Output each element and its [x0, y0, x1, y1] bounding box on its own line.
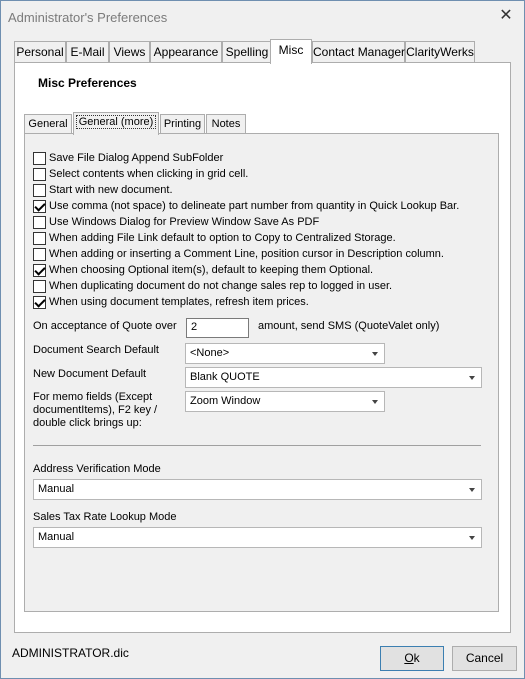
window-title: Administrator's Preferences: [8, 10, 168, 25]
checkbox[interactable]: [33, 264, 46, 277]
checkbox[interactable]: [33, 216, 46, 229]
checkbox[interactable]: [33, 168, 46, 181]
new-doc-value: Blank QUOTE: [190, 371, 260, 383]
cancel-button[interactable]: Cancel: [452, 646, 517, 671]
checkbox-label: Use Windows Dialog for Preview Window Save As PDF: [49, 216, 320, 228]
tab-email[interactable]: E-Mail: [66, 41, 109, 63]
chevron-down-icon: [469, 376, 475, 380]
tab-printing[interactable]: Printing: [160, 114, 205, 134]
checkbox-label: When choosing Optional item(s), default to keeping them Optional.: [49, 264, 374, 276]
sms-suffix-label: amount, send SMS (QuoteValet only): [258, 320, 440, 332]
checkbox[interactable]: [33, 248, 46, 261]
ok-label-rest: k: [413, 651, 420, 665]
new-doc-label: New Document Default: [33, 368, 147, 380]
divider: [33, 445, 481, 446]
ok-accelerator: O: [404, 651, 414, 665]
address-mode-value: Manual: [38, 483, 75, 495]
doc-search-label: Document Search Default: [33, 344, 159, 356]
tab-appearance[interactable]: Appearance: [150, 41, 222, 63]
panel-title: Misc Preferences: [38, 76, 137, 90]
checkbox-label: When adding or inserting a Comment Line, position cursor in Description column.: [49, 248, 444, 260]
sales-tax-mode-select[interactable]: [33, 527, 482, 548]
checkbox-label: Start with new document.: [49, 184, 173, 196]
tab-general-more-label: General (more): [76, 115, 157, 129]
checkbox-label: When using document templates, refresh item prices.: [49, 296, 309, 308]
checkbox[interactable]: [33, 232, 46, 245]
general-more-panel: [24, 133, 499, 612]
tab-notes[interactable]: Notes: [206, 114, 246, 134]
tab-misc[interactable]: Misc: [270, 39, 312, 64]
sales-tax-label: Sales Tax Rate Lookup Mode: [33, 511, 177, 523]
chevron-down-icon: [372, 400, 378, 404]
memo-label-line: documentItems), F2 key /: [33, 404, 158, 416]
sms-amount-input[interactable]: 2: [186, 318, 249, 338]
tab-general-more[interactable]: [73, 112, 159, 135]
memo-label-line: double click brings up:: [33, 417, 142, 429]
checkbox-label: Save File Dialog Append SubFolder: [49, 152, 224, 164]
title-bar: [1, 1, 524, 33]
address-label: Address Verification Mode: [33, 463, 161, 475]
memo-value: Zoom Window: [190, 395, 261, 407]
sales-tax-mode-value: Manual: [38, 531, 75, 543]
tab-clarityworks[interactable]: ClarityWerks: [405, 41, 475, 63]
new-doc-select[interactable]: [185, 367, 482, 388]
tab-personal[interactable]: Personal: [14, 41, 66, 63]
chevron-down-icon: [372, 352, 378, 356]
checkbox-label: Use comma (not space) to delineate part number from quantity in Quick Lookup Bar.: [49, 200, 460, 212]
tab-spelling[interactable]: Spelling: [222, 41, 272, 63]
sms-label: On acceptance of Quote over: [33, 320, 177, 332]
checkbox-label: When adding File Link default to option to Copy to Centralized Storage.: [49, 232, 396, 244]
ok-button[interactable]: [380, 646, 444, 671]
tab-general[interactable]: General: [24, 114, 72, 134]
checkbox[interactable]: [33, 200, 46, 213]
checkbox[interactable]: [33, 296, 46, 309]
checkbox[interactable]: [33, 280, 46, 293]
checkbox[interactable]: [33, 152, 46, 165]
chevron-down-icon: [469, 536, 475, 540]
address-mode-select[interactable]: [33, 479, 482, 500]
doc-search-select[interactable]: [185, 343, 385, 364]
doc-search-value: <None>: [190, 347, 230, 359]
tab-views[interactable]: Views: [109, 41, 150, 63]
memo-label: [33, 391, 157, 430]
chevron-down-icon: [469, 488, 475, 492]
dictionary-filename: ADMINISTRATOR.dic: [12, 646, 129, 660]
checkbox-label: Select contents when clicking in grid cell.: [49, 168, 249, 180]
memo-select[interactable]: [185, 391, 385, 412]
close-icon[interactable]: ✕: [499, 7, 513, 24]
memo-label-line: For memo fields (Except: [33, 391, 153, 403]
tab-contact-manager[interactable]: Contact Manager: [312, 41, 405, 63]
checkbox-label: When duplicating document do not change sales rep to logged in user.: [49, 280, 393, 292]
checkbox[interactable]: [33, 184, 46, 197]
